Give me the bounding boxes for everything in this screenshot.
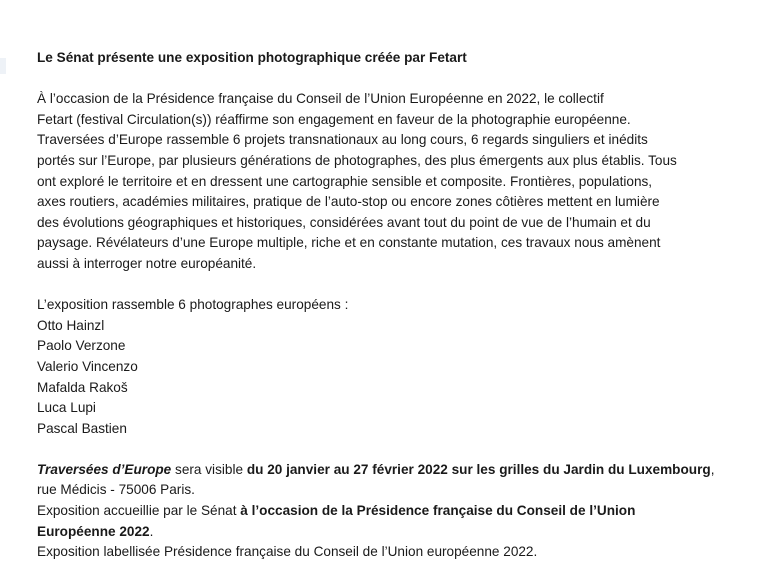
hosting-bold-line-1: à l’occasion de la Présidence française du Conseil de l’Union [240,503,636,519]
visibility-paragraph [37,460,765,501]
intro-line: Traversées d’Europe rassemble 6 projets transnationaux au long cours, 6 regards singuliers et inédits [37,132,648,148]
photographer-name: Valerio Vincenzo [37,358,138,374]
margin-marker [0,58,6,74]
photographer-name: Otto Hainzl [37,317,105,333]
photographer-name: Paolo Verzone [37,338,126,354]
intro-line: paysage. Révélateurs d’une Europe multiple, riche et en constante mutation, ces travaux nous amènent [37,235,661,251]
intro-line: portés sur l’Europe, par plusieurs générations de photographes, des plus émergents aux plus établis. Tous [37,152,677,168]
hosting-bold-line-2: Européenne 2022 [37,523,150,539]
intro-line: À l’occasion de la Présidence française du Conseil de l’Union Européenne en 2022, le collectif [37,91,604,107]
intro-line: Fetart (festival Circulation(s)) réaffirme son engagement en faveur de la photographie européenne. [37,111,631,127]
intro-line: aussi à interroger notre européanité. [37,255,257,271]
visibility-text: sera visible [171,461,247,477]
spacer [37,69,765,90]
intro-line: axes routiers, académies militaires, pratique de l’auto-stop ou encore zones côtières mettent en lumière [37,194,660,210]
document-title: Le Sénat présente une exposition photographique créée par Fetart [37,50,467,65]
hosting-text: Exposition accueillie par le Sénat [37,503,241,519]
address: rue Médicis - 75006 Paris. [37,482,195,498]
dates-location: du 20 janvier au 27 février 2022 sur les grilles du Jardin du Luxembourg [246,461,711,477]
photographers-intro: L’exposition rassemble 6 photographes européens : [37,297,349,313]
exhibition-name: Traversées d’Europe [37,461,172,477]
label-line: Exposition labellisée Présidence française du Conseil de l’Union européenne 2022. [37,544,538,560]
hosting-punct: . [149,523,154,539]
spacer [37,275,765,296]
intro-line: ont exploré le territoire et en dressent une cartographie sensible et composite. Frontières, populations, [37,173,653,189]
photographers-list [37,316,765,440]
intro-line: des évolutions géographiques et historiques, considérées avant tout du point de vue de l’humain et du [37,214,651,230]
spacer [37,439,765,460]
visibility-punct: , [710,461,715,477]
photographer-name: Mafalda Rakoš [37,379,128,395]
photographer-name: Luca Lupi [37,400,96,416]
intro-paragraph [37,89,765,274]
document-body [37,48,765,563]
hosting-paragraph [37,501,765,542]
photographer-name: Pascal Bastien [37,420,127,436]
